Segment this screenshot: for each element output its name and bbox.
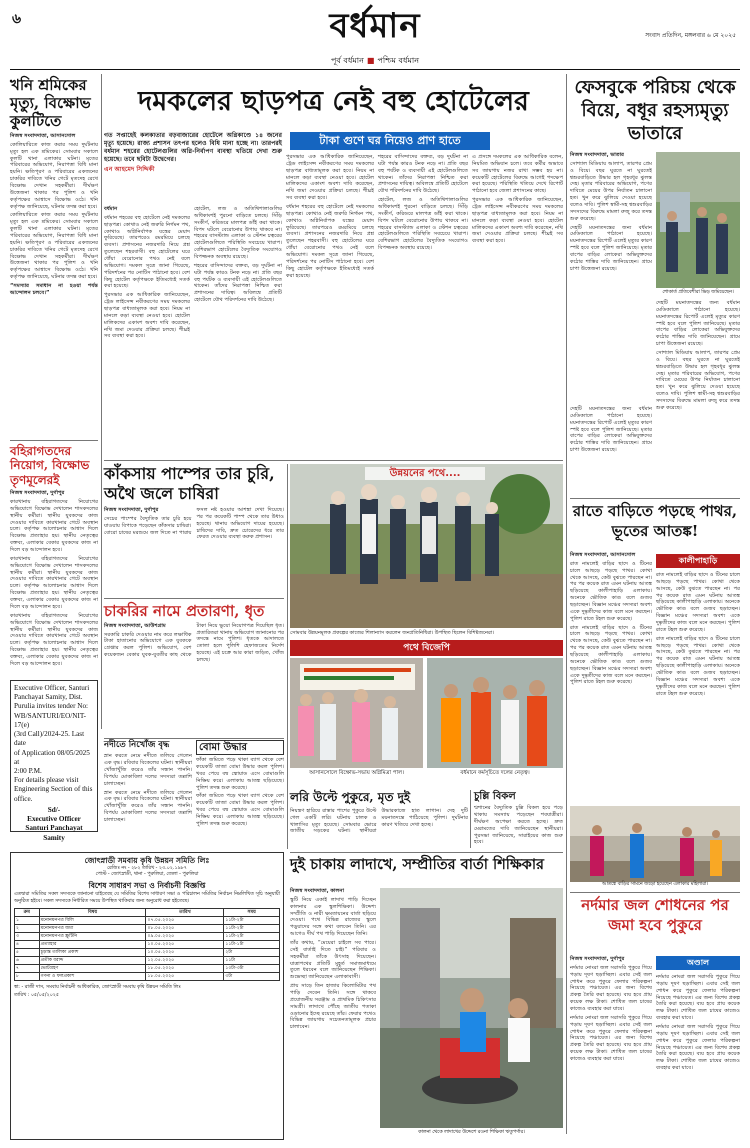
- miner-headline: খনি শ্রমিকের মৃত্যু, বিক্ষোভ কুলটিতে: [10, 76, 91, 130]
- right-divider: [570, 498, 740, 499]
- drain-headline-box: [570, 896, 740, 952]
- lead-intro-text: গত সপ্তাহেই কলকাতার বড়বাজারের হোটেলে অগ্নিকাণ্ডে ১৪ জনের মৃত্যু হয়েছে। রাজ্য প্রশাসন তৎপর হলেও বিধি মানা হচ্ছে না। তারপরই বর্ধমান শহরের হোটেলগুলির অগ্নি-নির্বাপণ ব্যবস্থা খতিয়ে দেখা শুরু হয়েছে। তবে ছবিটা উদ্বেগের।: [104, 132, 282, 164]
- notice-footer: স্বা: - রাজী দাস, সমবায় নির্বাচনী আধিকারিক, জোৎস্নাডী সমবায় কৃষি উন্নয়ন সমিতি লিঃ: [14, 985, 181, 991]
- recruit-headline: বহিরাগতদের নিয়োগ, বিক্ষোভ তৃণমূলেরই: [10, 444, 90, 487]
- missing-headline: নদীতে নিখোঁজ বৃদ্ধ: [104, 740, 170, 750]
- pump-byline: নিজস্ব সংবাদদাতা, দুর্গাপুর: [104, 507, 159, 513]
- drain-body-2: নর্দমার নোংরা জল সরাসরি পুকুরে গিয়ে পড়ায় দূষণ ছড়াচ্ছিল। এবার সেই জল শোধন করে পুকুরে ফেলার পরিকল্পনা নিয়েছে পঞ্চায়েত। এর জন্য বিশেষ প্রকল্প তৈরি করা হয়েছে। ব্যয় হবে প্রায় কয়েক লক্ষ টাকা। শোধিত জল চাষের কাজেও ব্যবহার করা যাবে।: [570, 1014, 652, 1063]
- lead-col-4: [378, 154, 468, 456]
- section-subhead: [250, 56, 500, 67]
- notice-th: সময়: [224, 909, 280, 917]
- drain-body-4: নর্দমার নোংরা জল সরাসরি পুকুরে গিয়ে পড়ায় দূষণ ছড়াচ্ছিল। এবার সেই জল শোধন করে পুকুরে ফেলার পরিকল্পনা নিয়েছে পঞ্চায়েত। এর জন্য বিশেষ প্রকল্প তৈরি করা হয়েছে। ব্যয় হবে প্রায় কয়েক লক্ষ টাকা। শোধিত জল চাষের কাজেও ব্যবহার করা যাবে।: [656, 1024, 740, 1072]
- miner-body: কোলিয়ারিতে কাজ করার সময় দুর্ঘটনায় মৃত্যু হল এক শ্রমিকের। সোমবার সকালে কুলটি থানা এলাকার ঘটনা। মৃতের পরিবারের অভিযোগ, নিরাপত্তা বিধি মানা হয়নি। ক্ষতিপূরণ ও পরিবারের একজনের চাকরির দাবিতে খনির গেটে মৃতদেহ রেখে বিক্ষোভ দেখান সহকর্মীরা। দীর্ঘক্ষণ উত্তেজনা থাকার পর পুলিশ ও খনি কর্তৃপক্ষের আশ্বাসে বিক্ষোভ ওঠে। খনি কর্তৃপক্ষ জানিয়েছে, ঘটনার তদন্ত করা হবে।: [10, 141, 98, 210]
- notice-cell: ৩: [15, 933, 40, 941]
- notice-table: [14, 908, 280, 981]
- notice-cell: মনোনয়নপত্র জমা: [39, 925, 146, 933]
- stone-body-2: রাত নামলেই বাড়ির ছাদে ও টিনের চালে আছড়ে পড়ছে পাথর। কোথা থেকে আসছে, কেউ বুঝতে পারছেন না। পর পর কয়েক রাত এমন ঘটনায় আতঙ্ক ছড়িয়েছে কালীপাহাড়ি এলাকায়। অনেকে ভৌতিক কাণ্ড বলে গুজব ছড়াচ্ছেন। বিজ্ঞান মঞ্চের সদস্যরা অবশ্য একে দুষ্কৃতীদের কাজ বলে মনে করছেন। পুলিশ রাতে টহল শুরু করেছে।: [570, 624, 652, 686]
- notice-cell: ১১টা-২টা: [224, 917, 280, 925]
- facebook-body: সোশ্যাল মিডিয়ায় আলাপ, তারপর প্রেম ও বিয়ে। বছর ঘুরতে না ঘুরতেই শ্বশুরবাড়িতে উদ্ধার হল গৃহবধূর ঝুলন্ত দেহ। মৃতার পরিবারের অভিযোগ, পণের দাবিতে মেয়ের উপর নির্যাতন চালানো হত। খুন করে ঝুলিয়ে দেওয়া হয়েছে বলেও দাবি। পুলিশ স্বামী-সহ শ্বশুরবাড়ির সদস্যদের বিরুদ্ধে মামলা রুজু করে তদন্ত শুরু করেছে।: [570, 160, 652, 222]
- section-right: পশ্চিম বর্ধমান: [377, 56, 419, 65]
- development-photo-caption: সোমবার উন্নয়নমূলক প্রকল্পের কাজের শিলান্যাস করলেন জনপ্রতিনিধিরা। উপস্থিত ছিলেন বিশিষ্টজনেরা।: [290, 630, 495, 636]
- miner-byline: নিজস্ব সংবাদদাতা, আসানসোল: [10, 133, 76, 139]
- notice-cell: ১১টা-১টা: [224, 941, 280, 949]
- stone-tag: কালীপাহাড়ি: [656, 554, 740, 568]
- stone-body-3: রাত নামলেই বাড়ির ছাদে ও টিনের চালে আছড়ে পড়ছে পাথর। কোথা থেকে আসছে, কেউ বুঝতে পারছেন না। পর পর কয়েক রাত এমন ঘটনায় আতঙ্ক ছড়িয়েছে কালীপাহাড়ি এলাকায়। অনেকে ভৌতিক কাণ্ড বলে গুজব ছড়াচ্ছেন। বিজ্ঞান মঞ্চের সদস্যরা অবশ্য একে দুষ্কৃতীদের কাজ বলে মনে করছেন। পুলিশ রাতে টহল শুরু করেছে।: [656, 572, 740, 633]
- tender-line: office.: [14, 794, 33, 803]
- ladakh-col3-text: প্রায় সাড়ে তিন হাজার কিলোমিটার পথ পাড়ি দেবেন তিনি। সঙ্গে থাকবে প্রয়োজনীয় সরঞ্জাম ও প্রাথমিক চিকিৎসার সামগ্রী। লাদাখে পৌঁছে জাতীয় পতাকা ওড়ানোর ইচ্ছে রয়েছে তাঁর। ফেরার পথেও বিভিন্ন জায়গায় সচেতনতামূলক প্রচার চালাবেন।: [290, 983, 376, 1031]
- masthead-title: বর্ধমান: [329, 6, 421, 46]
- pump-story: [104, 464, 284, 594]
- notice-sub2: পোস্ট - জোৎস্নাডী, থানা - পুরুলিয়া, জেলা - পুরুলিয়া: [95, 872, 199, 878]
- recruit-body-3: কারখানায় বহিরাগতদের নিয়োগের অভিযোগে বিক্ষোভ দেখালেন শাসকদলের স্থানীয় কর্মীরা। স্থানীয় যুবকদের কাজ দেওয়ার দাবিতে কারখানার গেটে অবস্থান চলে। কর্তৃপক্ষ আলোচনার আশ্বাস দিলে বিক্ষোভ প্রত্যাহার হয়। স্থানীয় নেতৃত্বের বক্তব্য, এলাকার বেকার যুবকদের কাজ না দিলে বড় আন্দোলন হবে।: [10, 612, 98, 667]
- notice-title: বিশেষ সাধারণ সভা ও নির্বাচনী বিজ্ঞপ্তি: [88, 880, 206, 890]
- recruit-body: কারখানায় বহিরাগতদের নিয়োগের অভিযোগে বিক্ষোভ দেখালেন শাসকদলের স্থানীয় কর্মীরা। স্থানীয় যুবকদের কাজ দেওয়ার দাবিতে কারখানার গেটে অবস্থান চলে। কর্তৃপক্ষ আলোচনার আশ্বাস দিলে বিক্ষোভ প্রত্যাহার হয়। স্থানীয় নেতৃত্বের বক্তব্য, এলাকার বেকার যুবকদের কাজ না দিলে বড় আন্দোলন হবে।: [10, 499, 98, 554]
- left-story-recruit: [10, 444, 98, 676]
- facebook-body-5: দেহটি ময়নাতদন্তের জন্য বর্ধমান মেডিক্যালে পাঠানো হয়েছে। ময়নাতদন্তের রিপোর্ট এলেই মৃত্যুর কারণ স্পষ্ট হবে বলে পুলিশ জানিয়েছে। মৃতার বাপের বাড়ির লোকেরা অভিযুক্তদের কঠোর শাস্তির দাবি জানিয়েছেন। গ্রামে চাপা উত্তেজনা রয়েছে।: [570, 406, 652, 454]
- page-number: ৬: [12, 11, 22, 27]
- chulli-headline: চুল্লি বিকল: [474, 791, 516, 802]
- tender-line: (3rd Call)/2024-25. Last date: [14, 730, 85, 748]
- ladakh-photo-caption: কালনা থেকে লাদাখের উদ্দেশে রওনা শিক্ষিকা ঋতুপর্ণার।: [418, 1130, 525, 1135]
- center-divider: [290, 852, 563, 853]
- lorry-body: নিয়ন্ত্রণ হারিয়ে রাস্তার পাশের পুকুরে উল্টে গেল একটি লরি। ঘটনায় চালক ও খালাসির মৃত্যু হয়েছে। সোমবার ভোরে জাতীয় সড়কের ঘটনা। স্থানীয়রা উদ্ধারকাজে হাত লাগান। দেহ দুটি ময়নাতদন্তে পাঠিয়েছে পুলিশ। দুর্ঘটনার কারণ খতিয়ে দেখা হচ্ছে।: [290, 807, 468, 835]
- notice-sub1: রেজিঃ নং - ২৮২ তারিখ - ২৩.০২.১৯৮৭: [107, 865, 187, 871]
- bjp-photo-right: [427, 658, 563, 768]
- stone-headline: রাতে বাড়িতে পড়ছে পাথর, ভূতের আতঙ্ক!: [572, 502, 738, 540]
- lead-col-1: [104, 206, 190, 456]
- lead-col2-text: হোটেল, লজ ও অতিথিশালাগুলির অধিকাংশই পুরনো বাড়িতে চলছে। সিঁড়ি সংকীর্ণ, করিডরে মালপত্র ডাঁই করা থাকে। বিপদ ঘটলে বেরোনোর উপায় থাকবে না। শহরের বাসস্ট্যান্ড এলাকা ও স্টেশন চত্বরের হোটেলগুলিতে পরিস্থিতি সবচেয়ে খারাপ। বেশিরভাগ হোটেলের বৈদ্যুতিক সংযোগও বিপজ্জনক অবস্থায় রয়েছে।: [194, 206, 282, 261]
- drain-tag: অণ্ডাল: [656, 956, 740, 970]
- lead-headline-box: [104, 76, 563, 130]
- notice-cell: প্রতীক বরাদ্দ: [39, 957, 146, 965]
- tender-line: For details please visit: [14, 776, 79, 785]
- tender-sign: Sd/-: [47, 805, 61, 814]
- ladakh-photo: [380, 888, 563, 1128]
- notice-cell: ভোটগ্রহণ: [39, 965, 146, 973]
- column-divider: [470, 790, 471, 848]
- facebook-body-2: দেহটি ময়নাতদন্তের জন্য বর্ধমান মেডিক্যালে পাঠানো হয়েছে। ময়নাতদন্তের রিপোর্ট এলেই মৃত্যুর কারণ স্পষ্ট হবে বলে পুলিশ জানিয়েছে। মৃতার বাপের বাড়ির লোকেরা অভিযুক্তদের কঠোর শাস্তির দাবি জানিয়েছেন। গ্রামে চাপা উত্তেজনা রয়েছে।: [570, 224, 652, 272]
- lorry-columns: [290, 808, 468, 835]
- tender-sign: Santuri Panchayat Samity: [25, 824, 83, 842]
- tender-line: Engineering Section of this: [14, 785, 93, 794]
- notice-cell: ০৯.০৫.২০২৫: [146, 933, 224, 941]
- notice-cell: ১০.০৫.২০২৫: [146, 949, 224, 957]
- notice-th: তারিখ: [146, 909, 224, 917]
- tender-ad: [10, 680, 98, 842]
- tender-line: Executive Officer, Santuri: [14, 684, 90, 692]
- notice-cell: ১১টা-২টা: [224, 925, 280, 933]
- table-row: [15, 925, 280, 933]
- column-divider: [566, 74, 567, 1134]
- notice-cell: ১৮.০৫.২০২৫: [146, 973, 224, 981]
- notice-cell: ১১টা-২টা: [224, 933, 280, 941]
- notice-cell: ১২.০৫.২০২৫: [146, 957, 224, 965]
- missing-body-2: স্নান করতে নেমে নদীতে তলিয়ে গেলেন এক বৃদ্ধ। রবিবার বিকেলের ঘটনা। স্থানীয়রা খোঁজাখুঁজি করেও তাঁর সন্ধান পাননি। বিপর্যয় মোকাবিলা দলের সদস্যরা তল্লাশি চালাচ্ছেন।: [104, 789, 192, 823]
- notice-cell: প্রত্যাহার: [39, 941, 146, 949]
- chulli-body: শ্মশানের বৈদ্যুতিক চুল্লি বিকল হয়ে পড়ে থাকায় সমস্যায় পড়েছেন শবযাত্রীরা। দীর্ঘক্ষণ অপেক্ষা করতে হচ্ছে। দ্রুত মেরামতের দাবি জানিয়েছেন স্থানীয়রা। পুরসভা জানিয়েছে, সারাইয়ের কাজ শুরু হবে।: [474, 805, 563, 846]
- notice-table-header: [15, 909, 280, 917]
- tender-line: Purulia invites tender No:: [14, 702, 89, 711]
- right-divider: [570, 892, 740, 893]
- notice-body: এতদ্বারা সমিতির সকল সদস্যকে জানানো যাইতেছে যে সমিতির বিশেষ সাধারণ সভা ও পরিচালন সমিতির নির্বাচন নিম্নলিখিত সূচি অনুযায়ী অনুষ্ঠিত হইবে। সকল সদস্যকে নির্ধারিত সময়ে উপস্থিত থাকিবার জন্য অনুরোধ করা হইতেছে।: [14, 892, 280, 904]
- recruit-body-2: কারখানায় বহিরাগতদের নিয়োগের অভিযোগে বিক্ষোভ দেখালেন শাসকদলের স্থানীয় কর্মীরা। স্থানীয় যুবকদের কাজ দেওয়ার দাবিতে কারখানার গেটে অবস্থান চলে। কর্তৃপক্ষ আলোচনার আশ্বাস দিলে বিক্ষোভ প্রত্যাহার হয়। স্থানীয় নেতৃত্বের বক্তব্য, এলাকার বেকার যুবকদের কাজ না দিলে বড় আন্দোলন হবে।: [10, 555, 98, 610]
- facebook-photo: [656, 152, 740, 288]
- facebook-headline-box: [570, 76, 740, 146]
- lead-col-2: [194, 206, 282, 456]
- miner-quote: “সমস্যার সমাধান না হওয়া পর্যন্ত আন্দোলন চলবে।”: [10, 283, 98, 296]
- facebook-photo-svg: [656, 152, 740, 288]
- facebook-body-4: সোশ্যাল মিডিয়ায় আলাপ, তারপর প্রেম ও বিয়ে। বছর ঘুরতে না ঘুরতেই শ্বশুরবাড়িতে উদ্ধার হল গৃহবধূর ঝুলন্ত দেহ। মৃতার পরিবারের অভিযোগ, পণের দাবিতে মেয়ের উপর নির্যাতন চালানো হত। খুন করে ঝুলিয়ে দেওয়া হয়েছে বলেও দাবি। পুলিশ স্বামী-সহ শ্বশুরবাড়ির সদস্যদের বিরুদ্ধে মামলা রুজু করে তদন্ত শুরু করেছে।: [656, 350, 740, 411]
- job-byline: নিজস্ব সংবাদদাতা, আউশগ্রাম: [104, 622, 166, 629]
- notice-cell: মনোনয়নপত্র বিলি: [39, 917, 146, 925]
- stone-col-1: [570, 552, 652, 802]
- notice-cell: ১৮.০৫.২০২৫: [146, 965, 224, 973]
- miner-body-2: কোলিয়ারিতে কাজ করার সময় দুর্ঘটনায় মৃত্যু হল এক শ্রমিকের। সোমবার সকালে কুলটি থানা এলাকার ঘটনা। মৃতের পরিবারের অভিযোগ, নিরাপত্তা বিধি মানা হয়নি। ক্ষতিপূরণ ও পরিবারের একজনের চাকরির দাবিতে খনির গেটে মৃতদেহ রেখে বিক্ষোভ দেখান সহকর্মীরা। দীর্ঘক্ষণ উত্তেজনা থাকার পর পুলিশ ও খনি কর্তৃপক্ষের আশ্বাসে বিক্ষোভ ওঠে। খনি কর্তৃপক্ষ জানিয়েছে, ঘটনার তদন্ত করা হবে।: [10, 212, 98, 281]
- stone-body: রাত নামলেই বাড়ির ছাদে ও টিনের চালে আছড়ে পড়ছে পাথর। কোথা থেকে আসছে, কেউ বুঝতে পারছেন না। পর পর কয়েক রাত এমন ঘটনায় আতঙ্ক ছড়িয়েছে কালীপাহাড়ি এলাকায়। অনেকে ভৌতিক কাণ্ড বলে গুজব ছড়াচ্ছেন। বিজ্ঞান মঞ্চের সদস্যরা অবশ্য একে দুষ্কৃতীদের কাজ বলে মনে করছেন। পুলিশ রাতে টহল শুরু করেছে।: [570, 560, 652, 622]
- column-divider: [287, 464, 288, 849]
- lorry-story: [290, 790, 468, 850]
- lead-reporter: এন আহমেদ সিদ্দিকী: [104, 166, 155, 174]
- bomb-story: [196, 740, 284, 844]
- drain-body-3: নর্দমার নোংরা জল সরাসরি পুকুরে গিয়ে পড়ায় দূষণ ছড়াচ্ছিল। এবার সেই জল শোধন করে পুকুরে ফেলার পরিকল্পনা নিয়েছে পঞ্চায়েত। এর জন্য বিশেষ প্রকল্প তৈরি করা হয়েছে। ব্যয় হবে প্রায় কয়েক লক্ষ টাকা। শোধিত জল চাষের কাজেও ব্যবহার করা যাবে।: [656, 974, 740, 1022]
- ladakh-photo-svg: [380, 888, 563, 1128]
- drain-body: নর্দমার নোংরা জল সরাসরি পুকুরে গিয়ে পড়ায় দূষণ ছড়াচ্ছিল। এবার সেই জল শোধন করে পুকুরে ফেলার পরিকল্পনা নিয়েছে পঞ্চায়েত। এর জন্য বিশেষ প্রকল্প তৈরি করা হয়েছে। ব্যয় হবে প্রায় কয়েক লক্ষ টাকা। শোধিত জল চাষের কাজেও ব্যবহার করা যাবে।: [570, 964, 652, 1013]
- notice-cell: ৩টা: [224, 973, 280, 981]
- table-row: [15, 965, 280, 973]
- notice-cell: ১০টা-৩টা: [224, 965, 280, 973]
- job-story: [104, 602, 284, 734]
- drain-col-2: [656, 974, 740, 1140]
- notice-th: ক্রম: [15, 909, 40, 917]
- left-story-miner: [10, 76, 98, 436]
- notice-cell: ৬: [15, 957, 40, 965]
- lead-banner: টাকা গুণে ঘর নিয়েও প্রাণ হাতে: [290, 132, 490, 150]
- facebook-photo-caption: শোকার্ত প্রতিবেশীরা ভিড় জমিয়েছেন।: [662, 290, 734, 295]
- bomb-headline: বোমা উদ্ধার: [196, 740, 284, 755]
- notice-cell: ২: [15, 925, 40, 933]
- ladakh-byline: নিজস্ব সংবাদদাতা, কালনা: [290, 888, 344, 894]
- bjp-caption-left: আসানসোলে বিক্ষোভ-সভায় অগ্নিমিত্রা পাল।: [309, 770, 404, 776]
- notice-cell: ০৮.০৫.২০২৫: [146, 925, 224, 933]
- bjp-banner: পথে বিজেপি: [290, 640, 563, 656]
- notice-date: তারিখ : ০৫/০৫/২০২৫: [14, 993, 59, 999]
- tender-line: 2:00 P.M.: [14, 766, 42, 775]
- chulli-story: [474, 790, 563, 850]
- notice-cell: ৮: [15, 973, 40, 981]
- drain-byline: নিজস্ব সংবাদদাতা, দুর্গাপুর: [570, 956, 625, 962]
- stone-body-4: রাত নামলেই বাড়ির ছাদে ও টিনের চালে আছড়ে পড়ছে পাথর। কোথা থেকে আসছে, কেউ বুঝতে পারছেন না। পর পর কয়েক রাত এমন ঘটনায় আতঙ্ক ছড়িয়েছে কালীপাহাড়ি এলাকায়। অনেকে ভৌতিক কাণ্ড বলে গুজব ছড়াচ্ছেন। বিজ্ঞান মঞ্চের সদস্যরা অবশ্য একে দুষ্কৃতীদের কাজ বলে মনে করছেন। পুলিশ রাতে টহল শুরু করেছে।: [656, 635, 740, 697]
- lead-col4-text: শহরের বাসিন্দাদের বক্তব্য, বড় দুর্ঘটনা না ঘটা পর্যন্ত কারও টনক নড়ে না। প্রতি বছর বহু পর্যটক ও ব্যবসায়ী এই হোটেলগুলিতে থাকেন। তাঁদের নিরাপত্তা নিশ্চিত করা প্রশাসনের দায়িত্ব। অবিলম্বে প্রতিটি হোটেলে যৌথ পরিদর্শনের দাবি উঠেছে।: [378, 154, 468, 195]
- job-body: সরকারি চাকরি দেওয়ার নাম করে লক্ষাধিক টাকা হাতানোর অভিযোগে এক যুবককে গ্রেপ্তার করল পুলিশ। অভিযোগ, বেশ কয়েকজন বেকার যুবক-যুবতীর কাছ থেকে টাকা নিয়ে ভুয়ো নিয়োগপত্র দিয়েছিল ধৃত। প্রতারিতরা থানায় অভিযোগ জানানোর পর তদন্তে নামে পুলিশ। ধৃতকে আদালতে তোলা হলে পুলিশি হেফাজতের নির্দেশ হয়েছে। এই চক্রে আর কারা জড়িত, খোঁজ চলছে।: [104, 622, 284, 664]
- coop-notice: [10, 852, 284, 1140]
- notice-cell: ২টা: [224, 949, 280, 957]
- job-headline: চাকরির নামে প্রতারণা, ধৃত: [104, 602, 265, 620]
- table-row: [15, 917, 280, 925]
- lead-col1-text-2: পুরসভার এক আধিকারিক জানিয়েছেন, ট্রেড লাইসেন্স নবীকরণের সময় দমকলের ছাড়পত্র বাধ্যতামূলক করা হবে। নিয়ম না মানলে কড়া ব্যবস্থা নেওয়া হবে। হোটেল মালিকদের একাংশ অবশ্য দাবি করেছেন, নথি জমা দেওয়ার প্রক্রিয়া চলছে। শীঘ্রই সব ব্যবস্থা করা হবে।: [104, 292, 190, 340]
- lead-col-3: [286, 154, 374, 456]
- lead-col2-text-2: শহরের বাসিন্দাদের বক্তব্য, বড় দুর্ঘটনা না ঘটা পর্যন্ত কারও টনক নড়ে না। প্রতি বছর বহু পর্যটক ও ব্যবসায়ী এই হোটেলগুলিতে থাকেন। তাঁদের নিরাপত্তা নিশ্চিত করা প্রশাসনের দায়িত্ব। অবিলম্বে প্রতিটি হোটেলে যৌথ পরিদর্শনের দাবি উঠেছে।: [194, 262, 282, 304]
- drain-headline: নর্দমার জল শোধনের পর জমা হবে পুকুরে: [581, 896, 729, 934]
- ladakh-headline: দুই চাকায় লাদাখে, সম্প্রীতির বার্তা শিক্ষিকার: [290, 856, 545, 873]
- facebook-col-3: [570, 406, 652, 496]
- lead-bottom-rule: [104, 460, 563, 461]
- development-photo: [290, 464, 563, 628]
- missing-story: [104, 740, 192, 844]
- column-divider: [101, 74, 102, 729]
- table-row: [15, 973, 280, 981]
- table-row: [15, 933, 280, 941]
- lead-col5-text: এ প্রসঙ্গে দমকলের এক আধিকারিক বলেন, নিয়মিত অভিযান চলে। তবে কর্মীর অভাবে সব জায়গায় নজর রাখা সম্ভব হয় না। কয়েকটি হোটেলের বিরুদ্ধে আগেই পদক্ষেপ করা হয়েছে। পরিস্থিতি খতিয়ে দেখে রিপোর্ট পাঠানো হবে জেলা প্রশাসনের কাছে।: [472, 154, 563, 195]
- section-separator: ■: [366, 56, 375, 65]
- left-divider: [10, 440, 98, 441]
- ladakh-headline-box: [290, 856, 563, 886]
- table-row: [15, 941, 280, 949]
- lead-headline: দমকলের ছাড়পত্র নেই বহু হোটেলের: [138, 86, 529, 117]
- lead-intro: [104, 132, 282, 202]
- notice-cell: ৪: [15, 941, 40, 949]
- notice-th: বিষয়: [39, 909, 146, 917]
- tender-line: Panchayat Samity, Dist.: [14, 693, 83, 702]
- facebook-col-1: [570, 152, 652, 402]
- stone-photo-svg: [570, 806, 740, 882]
- drain-col-1: [570, 956, 652, 1140]
- stone-photo: [570, 806, 740, 882]
- notice-cell: চূড়ান্ত তালিকা প্রকাশ: [39, 949, 146, 957]
- bjp-photo-left-svg: [290, 658, 423, 768]
- tender-line: of Application 08/05/2025 at: [14, 748, 90, 766]
- bjp-photo-right-svg: [427, 658, 563, 768]
- notice-cell: ৫: [15, 949, 40, 957]
- center-divider: [104, 738, 284, 739]
- lead-col-5: [472, 154, 563, 456]
- stone-byline: নিজস্ব সংবাদদাতা, আসানসোল: [570, 552, 636, 558]
- center-divider: [104, 598, 284, 599]
- notice-header: জোৎস্নাডী সমবায় কৃষি উন্নয়ন সমিতি লিঃ: [84, 856, 210, 865]
- section-left: পূর্ব বর্ধমান: [331, 56, 364, 65]
- notice-cell: ৭: [15, 965, 40, 973]
- stone-col-2: [656, 572, 740, 802]
- bomb-body: ফাঁকা জমিতে পড়ে থাকা ব্যাগ থেকে বেশ কয়েকটি তাজা বোমা উদ্ধার করল পুলিশ। খবর পেয়ে বম্ব স্কোয়াড এসে বোমাগুলি নিষ্ক্রিয় করে। এলাকায় আতঙ্ক ছড়িয়েছে। পুলিশ তদন্ত শুরু করেছে।: [196, 757, 284, 791]
- bjp-caption-right: বর্ধমানে কর্মসূচিতে দলের নেতৃত্ব।: [460, 770, 530, 776]
- stone-photo-caption: আতঙ্কে বাড়ির সামনে জড়ো হয়েছেন এলাকার মহিলারা।: [601, 882, 709, 887]
- lead-col1-text: বর্ধমান শহরের বহু হোটেলে নেই দমকলের ছাড়পত্র। কোথাও নেই জরুরি নির্গমন পথ, কোথাও অগ্নিনির্বাপক যন্ত্রের মেয়াদ ফুরিয়েছে। তারপরেও রমরমিয়ে চলছে ব্যবসা। প্রশাসনের নজরদারি নিয়ে প্রশ্ন তুলেছেন শহরবাসী। বহু হোটেলের ঘরে ধোঁয়া বেরোনোর পথও নেই বলে অভিযোগ। দমকল সূত্রে জানা গিয়েছে, পরিদর্শনের পর নোটিস পাঠানো হবে। বেশ কিছু হোটেল কর্তৃপক্ষকে ইতিমধ্যেই সতর্ক করা হয়েছে।: [104, 214, 190, 290]
- facebook-headline: ফেসবুকে পরিচয় থেকে বিয়ে, বধূর রহস্যমৃত্যু ভাতারে: [574, 77, 736, 145]
- tender-line: WB/SANTURI/EO/NIT-17(e): [14, 711, 87, 729]
- notice-cell: মনোনয়নপত্র স্ক্রুটিনি: [39, 933, 146, 941]
- pump-body: সেচের পাম্পের বৈদ্যুতিক তার চুরি হয়ে যাওয়ায় বিপাকে পড়েছেন কাঁকসার চাষিরা। বোরো চাষের মরশুমে জল দিতে না পারায় ফসল নষ্ট হওয়ার আশঙ্কা দেখা দিয়েছে। পর পর কয়েকটি পাম্প থেকে তার উধাও হয়েছে। থানায় অভিযোগ দায়ের হয়েছে। চাষিদের দাবি, দ্রুত চোরেদের ধরে তার ফেরত দেওয়ার ব্যবস্থা করুক প্রশাসন।: [104, 507, 284, 541]
- development-photo-svg: [290, 464, 563, 628]
- lead-col5-text-2: পুরসভার এক আধিকারিক জানিয়েছেন, ট্রেড লাইসেন্স নবীকরণের সময় দমকলের ছাড়পত্র বাধ্যতামূলক করা হবে। নিয়ম না মানলে কড়া ব্যবস্থা নেওয়া হবে। হোটেল মালিকদের একাংশ অবশ্য দাবি করেছেন, নথি জমা দেওয়ার প্রক্রিয়া চলছে। শীঘ্রই সব ব্যবস্থা করা হবে।: [472, 197, 563, 245]
- ladakh-col1-text: স্কুটি নিয়ে একাই লাদাখ পাড়ি দিচ্ছেন কালনার এক স্কুলশিক্ষিকা। উদ্দেশ্য সম্প্রীতি ও নারী ক্ষমতায়নের বার্তা ছড়িয়ে দেওয়া। পথে বিভিন্ন রাজ্যের স্কুলে পড়ুয়াদের সঙ্গে কথা বলবেন তিনি। এর আগেও দীর্ঘ পথ পাড়ি দিয়েছেন তিনি।: [290, 896, 376, 938]
- lead-col3-text-2: বর্ধমান শহরের বহু হোটেলে নেই দমকলের ছাড়পত্র। কোথাও নেই জরুরি নির্গমন পথ, কোথাও অগ্নিনির্বাপক যন্ত্রের মেয়াদ ফুরিয়েছে। তারপরেও রমরমিয়ে চলছে ব্যবসা। প্রশাসনের নজরদারি নিয়ে প্রশ্ন তুলেছেন শহরবাসী। বহু হোটেলের ঘরে ধোঁয়া বেরোনোর পথও নেই বলে অভিযোগ। দমকল সূত্রে জানা গিয়েছে, পরিদর্শনের পর নোটিস পাঠানো হবে। বেশ কিছু হোটেল কর্তৃপক্ষকে ইতিমধ্যেই সতর্ক করা হয়েছে।: [286, 204, 374, 279]
- ladakh-col2-text: তাঁর কথায়, “মেয়েরা চাইলে সব পারে। সেই বার্তাই দিতে চাই।” পরিবার ও সহকর্মীরা তাঁকে উৎসাহ দিয়েছেন। যাত্রাপথের প্রতিটি মুহূর্ত সমাজমাধ্যমে তুলে ধরবেন বলে জানিয়েছেন শিক্ষিকা। শুভেচ্ছা জানিয়েছেন এলাকাবাসী।: [290, 940, 376, 981]
- notice-cell: গণনা ও ফলপ্রকাশ: [39, 973, 146, 981]
- lead-col3-text: পুরসভার এক আধিকারিক জানিয়েছেন, ট্রেড লাইসেন্স নবীকরণের সময় দমকলের ছাড়পত্র বাধ্যতামূলক করা হবে। নিয়ম না মানলে কড়া ব্যবস্থা নেওয়া হবে। হোটেল মালিকদের একাংশ অবশ্য দাবি করেছেন, নথি জমা দেওয়ার প্রক্রিয়া চলছে। শীঘ্রই সব ব্যবস্থা করা হবে।: [286, 154, 374, 202]
- notice-cell: ০৭.০৫.২০২৫: [146, 917, 224, 925]
- lead-city: বর্ধমান: [104, 206, 118, 212]
- bjp-photo-left: [290, 658, 423, 768]
- dateline: সংবাদ প্রতিদিন, মঙ্গলবার ৬ মে ২০২৫: [645, 32, 736, 39]
- bomb-body-2: ফাঁকা জমিতে পড়ে থাকা ব্যাগ থেকে বেশ কয়েকটি তাজা বোমা উদ্ধার করল পুলিশ। খবর পেয়ে বম্ব স্কোয়াড এসে বোমাগুলি নিষ্ক্রিয় করে। এলাকায় আতঙ্ক ছড়িয়েছে। পুলিশ তদন্ত শুরু করেছে।: [196, 793, 284, 827]
- pump-columns: [104, 507, 284, 541]
- pump-headline: কাঁকসায় পাম্পের তার চুরি, অথৈ জলে চাষিরা: [104, 464, 275, 503]
- tender-sign: Executive Officer: [27, 815, 81, 824]
- table-row: [15, 949, 280, 957]
- recruit-byline: নিজস্ব সংবাদদাতা, দুর্গাপুর: [10, 490, 65, 497]
- facebook-byline: নিজস্ব সংবাদদাতা, ভাতার: [570, 152, 624, 158]
- lorry-headline: লরি উল্টে পুকুরে, মৃত দুই: [290, 790, 411, 804]
- job-columns: [104, 623, 284, 664]
- facebook-col-2: [656, 300, 740, 496]
- lead-col4-text-2: হোটেল, লজ ও অতিথিশালাগুলির অধিকাংশই পুরনো বাড়িতে চলছে। সিঁড়ি সংকীর্ণ, করিডরে মালপত্র ডাঁই করা থাকে। বিপদ ঘটলে বেরোনোর উপায় থাকবে না। শহরের বাসস্ট্যান্ড এলাকা ও স্টেশন চত্বরের হোটেলগুলিতে পরিস্থিতি সবচেয়ে খারাপ। বেশিরভাগ হোটেলের বৈদ্যুতিক সংযোগও বিপজ্জনক অবস্থায় রয়েছে।: [378, 197, 468, 252]
- notice-cell: ১০.০৫.২০২৫: [146, 941, 224, 949]
- notice-cell: ১: [15, 917, 40, 925]
- stone-headline-box: [570, 502, 740, 548]
- table-row: [15, 957, 280, 965]
- facebook-body-3: দেহটি ময়নাতদন্তের জন্য বর্ধমান মেডিক্যালে পাঠানো হয়েছে। ময়নাতদন্তের রিপোর্ট এলেই মৃত্যুর কারণ স্পষ্ট হবে বলে পুলিশ জানিয়েছে। মৃতার বাপের বাড়ির লোকেরা অভিযুক্তদের কঠোর শাস্তির দাবি জানিয়েছেন। গ্রামে চাপা উত্তেজনা রয়েছে।: [656, 300, 740, 348]
- masthead-rule: [10, 69, 740, 70]
- notice-cell: ১১টা: [224, 957, 280, 965]
- missing-body: স্নান করতে নেমে নদীতে তলিয়ে গেলেন এক বৃদ্ধ। রবিবার বিকেলের ঘটনা। স্থানীয়রা খোঁজাখুঁজি করেও তাঁর সন্ধান পাননি। বিপর্যয় মোকাবিলা দলের সদস্যরা তল্লাশি চালাচ্ছেন।: [104, 753, 192, 787]
- ladakh-col-1: [290, 888, 376, 1138]
- photo-label: উন্নয়নের পথে....: [365, 467, 485, 480]
